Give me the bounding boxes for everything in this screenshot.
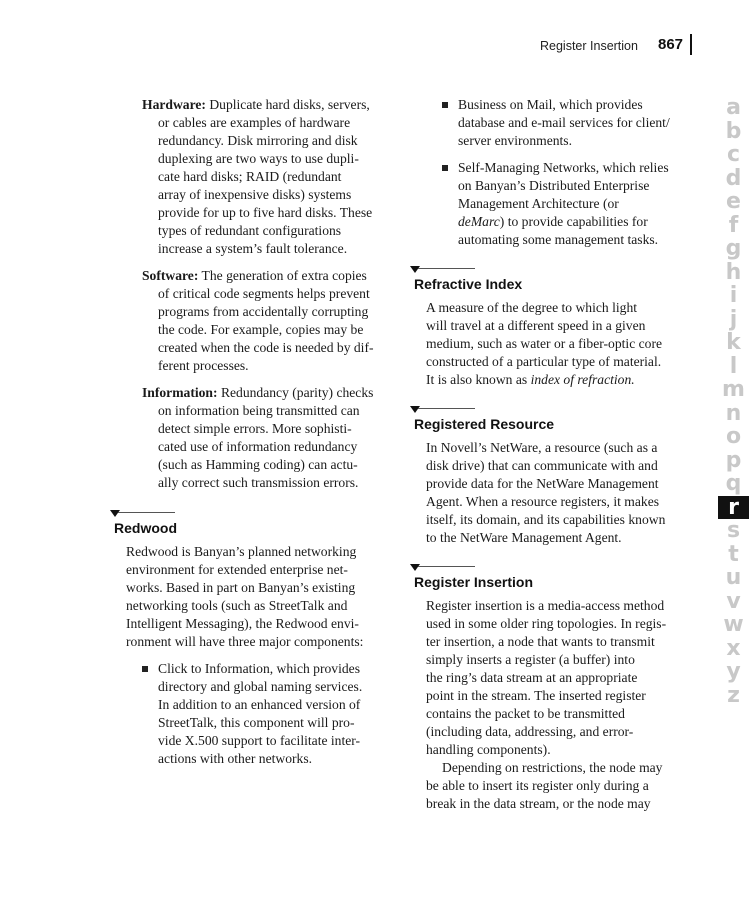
definition-hardware: [142, 96, 402, 258]
line: types of redundant configurations: [158, 223, 342, 238]
line: disk drive) that can communicate with and: [426, 458, 658, 473]
line: increase a system’s fault tolerance.: [158, 241, 348, 256]
line: ter insertion, a node that wants to transmit: [426, 634, 655, 649]
line: of critical code segments helps prevent: [158, 286, 370, 301]
definition-software: [142, 267, 402, 375]
redundancy-definitions: [142, 96, 402, 501]
line: Register insertion is a media-access method: [426, 598, 665, 613]
line: networking tools (such as StreetTalk and: [126, 598, 348, 613]
line: provide data for the NetWare Management: [426, 476, 659, 491]
line: Depending on restrictions, the node may: [442, 760, 663, 775]
thumb-index-letter-w: w: [723, 612, 744, 637]
register-insertion-body: [426, 597, 706, 813]
line: It is also known as: [426, 372, 531, 387]
line: simply inserts a register (a buffer) into: [426, 652, 635, 667]
line: constructed of a particular type of material.: [426, 354, 662, 369]
line: be able to insert its register only during a: [426, 778, 649, 793]
line: redundancy. Disk mirroring and disk: [158, 133, 358, 148]
line: environment for extended enterprise net-: [126, 562, 348, 577]
heading-text: Registered Resource: [414, 416, 555, 432]
line: Business on Mail, which provides: [458, 97, 643, 112]
redwood-body: [126, 543, 396, 777]
line: actions with other networks.: [158, 751, 313, 766]
line: used in some older ring topologies. In regis-: [426, 616, 667, 631]
thumb-index-letter-i: i: [729, 283, 738, 308]
thumb-index-letter-p: p: [725, 447, 742, 473]
thumb-index-letter-a: a: [726, 95, 741, 120]
running-header: [540, 36, 692, 56]
line: Redwood is Banyan’s planned networking: [126, 544, 357, 559]
thumb-index-letter-g: g: [725, 236, 742, 261]
redwood-bullets-continued: [442, 96, 707, 258]
line: on Banyan’s Distributed Enterprise: [458, 178, 650, 193]
refractive-index-body: [426, 299, 701, 389]
header-rule: [690, 34, 692, 55]
line: vide X.500 support to facilitate inter-: [158, 733, 361, 748]
line: detect simple errors. More sophisti-: [158, 421, 352, 436]
line: handling components).: [426, 742, 551, 757]
line: Self-Managing Networks, which relies: [458, 160, 669, 175]
line: automating some management tasks.: [458, 232, 659, 247]
bullet-icon: [442, 165, 448, 171]
line: contains the packet to be transmitted: [426, 706, 625, 721]
line: ferent processes.: [158, 358, 249, 373]
bullet-icon: [142, 666, 148, 672]
thumb-index-letter-d: d: [725, 165, 742, 191]
line: Click to Information, which provides: [158, 661, 360, 676]
line: will travel at a different speed in a given: [426, 318, 646, 333]
line: provide for up to five hard disks. These: [158, 205, 373, 220]
line: works. Based in part on Banyan’s existing: [126, 580, 356, 595]
thumb-index-letter-v: v: [726, 588, 741, 614]
line: directory and global naming services.: [158, 679, 363, 694]
definition-term: Hardware:: [142, 97, 206, 112]
thumb-index-letter-h: h: [725, 259, 742, 285]
line: itself, its domain, and its capabilities known: [426, 512, 666, 527]
heading-rule: [118, 512, 175, 513]
line: on information being transmitted can: [158, 403, 360, 418]
thumb-index-letter-s: s: [726, 518, 741, 543]
line: A measure of the degree to which light: [426, 300, 638, 315]
bullet-item: [142, 660, 396, 768]
alphabet-thumb-index: [718, 96, 749, 707]
line: StreetTalk, this component will pro-: [158, 715, 355, 730]
bullet-icon: [442, 102, 448, 108]
line: or cables are examples of hardware: [158, 115, 351, 130]
line: database and e-mail services for client/: [458, 115, 670, 130]
line: Management Architecture (or: [458, 196, 619, 211]
registered-resource-body: [426, 439, 706, 547]
thumb-index-letter-q: q: [725, 471, 742, 496]
line: array of inexpensive disks) systems: [158, 187, 352, 202]
line: ronment will have three major components:: [126, 634, 364, 649]
thumb-index-letter-c: c: [726, 142, 741, 167]
thumb-index-letter-t: t: [728, 541, 739, 567]
heading-rule: [418, 408, 475, 409]
heading-rule: [418, 566, 475, 567]
line: the code. For example, copies may be: [158, 322, 364, 337]
line: created when the code is needed by dif-: [158, 340, 374, 355]
italic-term: deMarc: [458, 214, 500, 229]
thumb-index-letter-z: z: [727, 682, 740, 708]
bullet-item: [442, 96, 707, 150]
thumb-index-letter-l: l: [729, 353, 738, 379]
heading-text: Refractive Index: [414, 276, 523, 292]
thumb-index-letter-n: n: [725, 400, 742, 426]
thumb-index-letter-j: j: [729, 306, 738, 332]
line: Agent. When a resource registers, it makes: [426, 494, 660, 509]
thumb-index-letter-y: y: [726, 659, 741, 684]
thumb-index-letter-u: u: [725, 565, 742, 590]
thumb-index-letter-m: m: [722, 377, 745, 402]
definition-information: [142, 384, 402, 492]
thumb-index-letter-e: e: [726, 189, 741, 214]
definition-term: Information:: [142, 385, 218, 400]
page-number: 867: [658, 36, 684, 53]
thumb-index-letter-x: x: [726, 635, 741, 661]
line: (such as Hamming coding) can actu-: [158, 457, 358, 472]
line: In addition to an enhanced version of: [158, 697, 361, 712]
heading-text: Redwood: [114, 520, 177, 536]
heading-text: Register Insertion: [414, 574, 534, 590]
heading-rule: [418, 268, 475, 269]
line: point in the stream. The inserted register: [426, 688, 646, 703]
line: the ring’s data stream at an appropriate: [426, 670, 638, 685]
italic-term: index of refraction.: [530, 372, 635, 387]
line: to the NetWare Management Agent.: [426, 530, 622, 545]
line: medium, such as water or a fiber-optic core: [426, 336, 663, 351]
bullet-item: [442, 159, 707, 249]
line: programs from accidentally corrupting: [158, 304, 369, 319]
thumb-index-letter-b: b: [725, 118, 742, 144]
line: In Novell’s NetWare, a resource (such as a: [426, 440, 658, 455]
line: cate hard disks; RAID (redundant: [158, 169, 342, 184]
line: Duplicate hard disks, servers,: [209, 97, 370, 112]
thumb-index-letter-o: o: [725, 424, 742, 449]
line: Redundancy (parity) checks: [220, 385, 374, 400]
thumb-index-letter-f: f: [728, 212, 739, 238]
thumb-index-letter-k: k: [726, 330, 741, 355]
thumb-index-letter-r: r: [718, 496, 749, 520]
line: duplexing are two ways to use dupli-: [158, 151, 359, 166]
line: cated use of information redundancy: [158, 439, 358, 454]
line: (including data, addressing, and error-: [426, 724, 634, 739]
line: ) to provide capabilities for: [499, 214, 648, 229]
line: The generation of extra copies: [201, 268, 367, 283]
line: server environments.: [458, 133, 573, 148]
definition-term: Software:: [142, 268, 199, 283]
running-header-title: Register Insertion: [540, 39, 638, 53]
line: break in the data stream, or the node may: [426, 796, 651, 811]
line: Intelligent Messaging), the Redwood envi-: [126, 616, 359, 631]
line: ally correct such transmission errors.: [158, 475, 359, 490]
